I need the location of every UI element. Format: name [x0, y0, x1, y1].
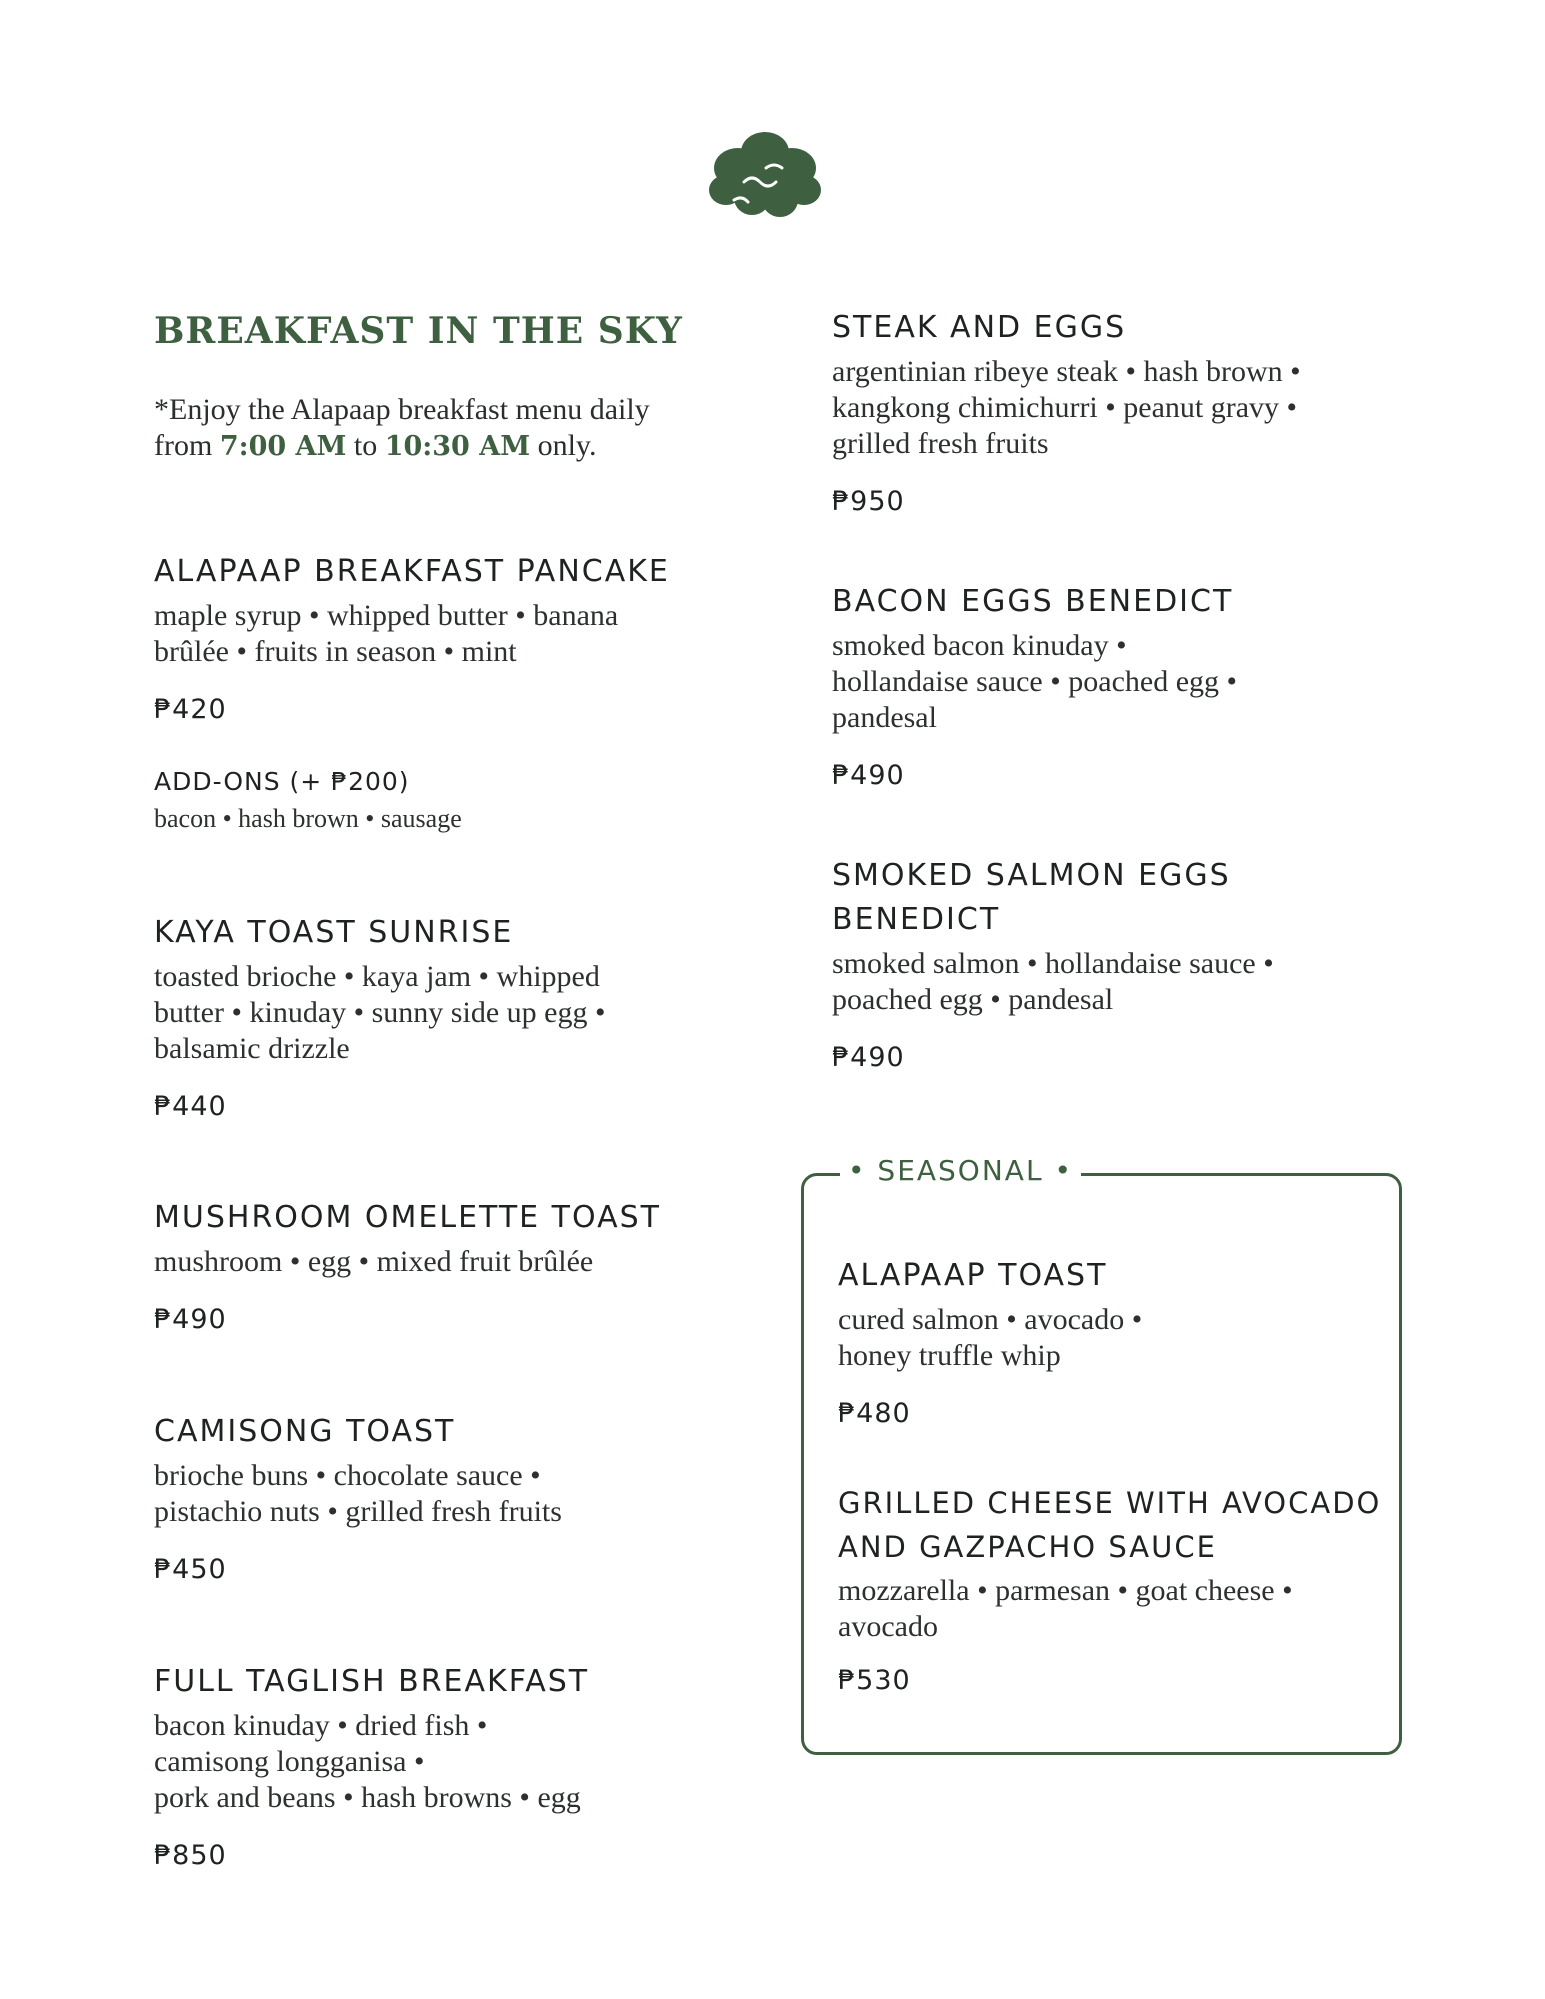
- item-price: ₱420: [154, 694, 227, 725]
- item-name: ALAPAAP TOAST: [838, 1258, 1108, 1293]
- item-price: ₱490: [832, 1042, 905, 1073]
- item-desc-line: kangkong chimichurri • peanut gravy •: [832, 391, 1298, 424]
- seasonal-box: [801, 1154, 1402, 1755]
- menu-intro: [154, 392, 694, 465]
- intro-start-time: 7:00 AM: [219, 431, 347, 462]
- item-desc-line: grilled fresh fruits: [832, 427, 1049, 460]
- item-name: CAMISONG TOAST: [154, 1414, 456, 1449]
- item-desc-line: smoked bacon kinuday •: [832, 629, 1127, 662]
- item-desc: brioche buns • chocolate sauce • pistachio nuts • grilled fresh fruits: [154, 1459, 562, 1528]
- item-price: ₱530: [838, 1665, 911, 1696]
- menu-title: BREAKFAST IN THE SKY: [154, 310, 683, 352]
- intro-post: only.: [530, 429, 597, 462]
- item-desc: [832, 354, 1412, 462]
- item-desc-line: cured salmon • avocado •: [838, 1303, 1143, 1336]
- menu-item-alapaap-toast: [838, 1254, 1398, 1434]
- item-name: STEAK AND EGGS: [832, 310, 1127, 345]
- item-desc-line: smoked salmon • hollandaise sauce •: [832, 947, 1274, 980]
- item-desc-line: argentinian ribeye steak • hash brown •: [832, 355, 1301, 388]
- item-desc-line: poached egg • pandesal: [832, 983, 1114, 1016]
- menu-item-steak-and-eggs: [832, 306, 1412, 526]
- cloud-logo-icon: [706, 130, 824, 220]
- item-name: [832, 854, 1412, 942]
- item-name: KAYA TOAST SUNRISE: [154, 915, 514, 950]
- item-price: ₱950: [832, 486, 905, 517]
- item-price: ₱480: [838, 1398, 911, 1429]
- item-desc: [838, 1302, 1398, 1374]
- item-price: ₱490: [832, 760, 905, 791]
- addons-desc: bacon • hash brown • sausage: [154, 804, 462, 833]
- menu-item-camisong-toast: [154, 1410, 714, 1590]
- menu-item-grilled-cheese: [838, 1481, 1398, 1711]
- intro-mid: to: [346, 429, 385, 462]
- item-price: ₱490: [154, 1304, 227, 1335]
- item-desc-line: mozzarella • parmesan • goat cheese •: [838, 1574, 1293, 1607]
- item-name-line: AND GAZPACHO SAUCE: [838, 1530, 1217, 1564]
- menu-item-smoked-salmon-benedict: [832, 854, 1412, 1084]
- item-desc: toasted brioche • kaya jam • whipped butter • kinuday • sunny side up egg • balsamic drizzle: [154, 960, 606, 1065]
- item-name: ALAPAAP BREAKFAST PANCAKE: [154, 554, 670, 589]
- item-name-line: BENEDICT: [832, 902, 1001, 937]
- item-desc: [832, 946, 1412, 1018]
- item-desc-line: pandesal: [832, 701, 937, 734]
- menu-item-mushroom-omelette: [154, 1196, 714, 1336]
- item-name-line: GRILLED CHEESE WITH AVOCADO: [838, 1486, 1382, 1520]
- item-desc-line: honey truffle whip: [838, 1339, 1061, 1372]
- item-name: FULL TAGLISH BREAKFAST: [154, 1664, 590, 1699]
- item-desc: mushroom • egg • mixed fruit brûlée: [154, 1245, 594, 1278]
- item-desc: [838, 1573, 1398, 1645]
- item-name: MUSHROOM OMELETTE TOAST: [154, 1200, 661, 1235]
- intro-pre: *Enjoy the Alapaap breakfast menu daily from: [154, 393, 650, 462]
- item-price: ₱850: [154, 1840, 227, 1871]
- menu-item-bacon-eggs-benedict: [832, 580, 1412, 800]
- item-desc-line: hollandaise sauce • poached egg •: [832, 665, 1238, 698]
- item-desc: maple syrup • whipped butter • banana brûlée • fruits in season • mint: [154, 599, 619, 668]
- item-name: BACON EGGS BENEDICT: [832, 584, 1234, 619]
- menu-item-pancake: [154, 550, 714, 730]
- item-desc-line: camisong longganisa •: [154, 1745, 425, 1778]
- item-name-line: SMOKED SALMON EGGS: [832, 858, 1231, 893]
- item-desc: [832, 628, 1412, 736]
- menu-item-kaya-toast: [154, 911, 714, 1131]
- item-desc-line: bacon kinuday • dried fish •: [154, 1709, 488, 1742]
- addons-block: [154, 767, 714, 834]
- item-price: ₱450: [154, 1554, 227, 1585]
- item-name: [838, 1481, 1398, 1569]
- addons-title: ADD-ONS (+ ₱200): [154, 767, 410, 796]
- menu-item-full-taglish: [154, 1660, 714, 1880]
- seasonal-label: • SEASONAL •: [840, 1154, 1081, 1187]
- intro-end-time: 10:30 AM: [384, 431, 531, 462]
- item-desc-line: avocado: [838, 1610, 938, 1643]
- item-desc: [154, 1708, 714, 1816]
- item-desc-line: pork and beans • hash browns • egg: [154, 1781, 581, 1814]
- item-price: ₱440: [154, 1091, 227, 1122]
